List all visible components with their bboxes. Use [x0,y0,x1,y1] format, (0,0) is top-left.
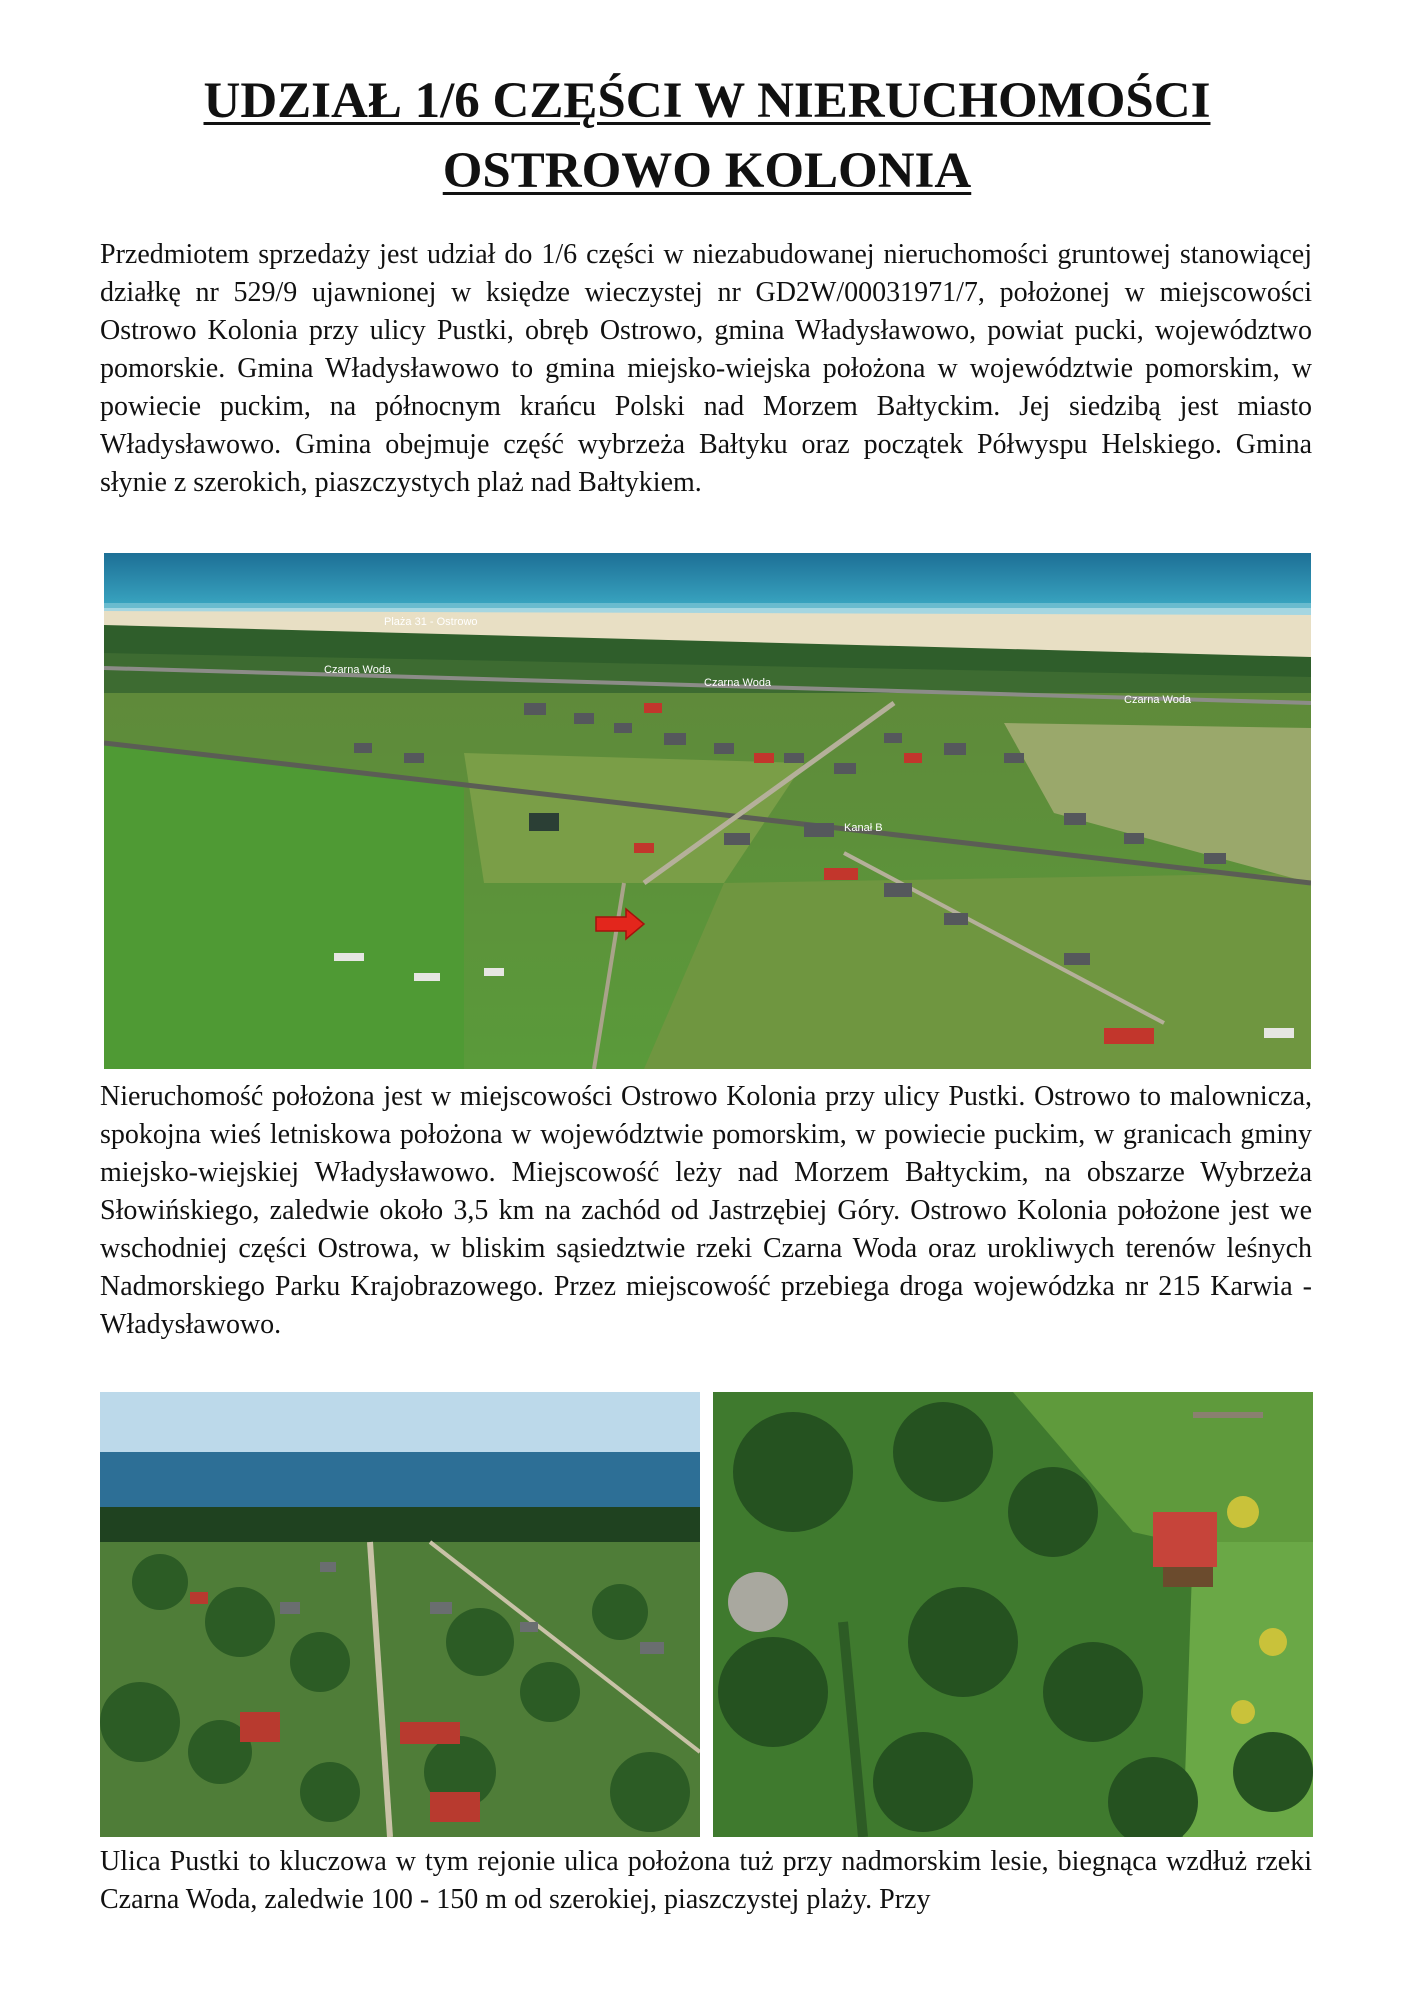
location-paragraph: Nieruchomość położona jest w miejscowości Ostrowo Kolonia przy ulicy Pustki. Ostrowo to malownicza, spokojna wieś letniskowa położona w województwie pomorskim, w powiecie puckim, w granicach gminy miejsko-wiejskiej Władysławowo. Miejscowość leży nad Morzem Bałtyckim, na obszarze Wybrzeża Słowińskiego, zaledwie około 3,5 km na zachód od Jastrzębiej Góry. Ostrowo Kolonia położone jest we wschodniej części Ostrowa, w bliskim sąsiedztwie rzeki Czarna Woda oraz urokliwych terenów leśnych Nadmorskiego Parku Krajobrazowego. Przez miejscowość przebiega droga wojewódzka nr 215 Karwia - Władysławowo. [100,1081,1312,1340]
canal-label: Kanał B [844,822,883,834]
village-aerial-photo [100,1392,700,1837]
document-title-line-2: OSTROWO KOLONIA [442,143,972,199]
plot-aerial-photo [713,1392,1313,1837]
beach-label: Plaża 31 - Ostrowo [384,616,478,628]
intro-paragraph: Przedmiotem sprzedaży jest udział do 1/6 części w niezabudowanej nieruchomości gruntowej stanowiącej działkę nr 529/9 ujawnionej w księdze wieczystej nr GD2W/00031971/7, położonej w miejscowości Ostrowo Kolonia przy ulicy Pustki, obręb Ostrowo, gmina Władysławowo, powiat pucki, województwo pomorskie. Gmina Władysławowo to gmina miejsko-wiejska położona w województwie pomorskim, w powiecie puckim, na północnym krańcu Polski nad Morzem Bałtyckim. Jej siedzibą jest miasto Władysławowo. Gmina obejmuje część wybrzeża Bałtyku oraz początek Półwyspu Helskiego. Gmina słynie z szerokich, piaszczystych plaż nad Bałtykiem. [100,239,1312,498]
aerial-overview-photo [104,553,1311,1069]
document-title-line-1: UDZIAŁ 1/6 CZĘŚCI W NIERUCHOMOŚCI [203,73,1211,129]
street-paragraph: Ulica Pustki to kluczowa w tym rejonie ulica położona tuż przy nadmorskim lesie, biegnąca wzdłuż rzeki Czarna Woda, zaledwie 100 - 150 m od szerokiej, piaszczystej plaży. Przy [100,1846,1312,1915]
river-label-1: Czarna Woda [324,664,392,676]
river-label-2: Czarna Woda [704,677,772,689]
river-label-3: Czarna Woda [1124,694,1192,706]
